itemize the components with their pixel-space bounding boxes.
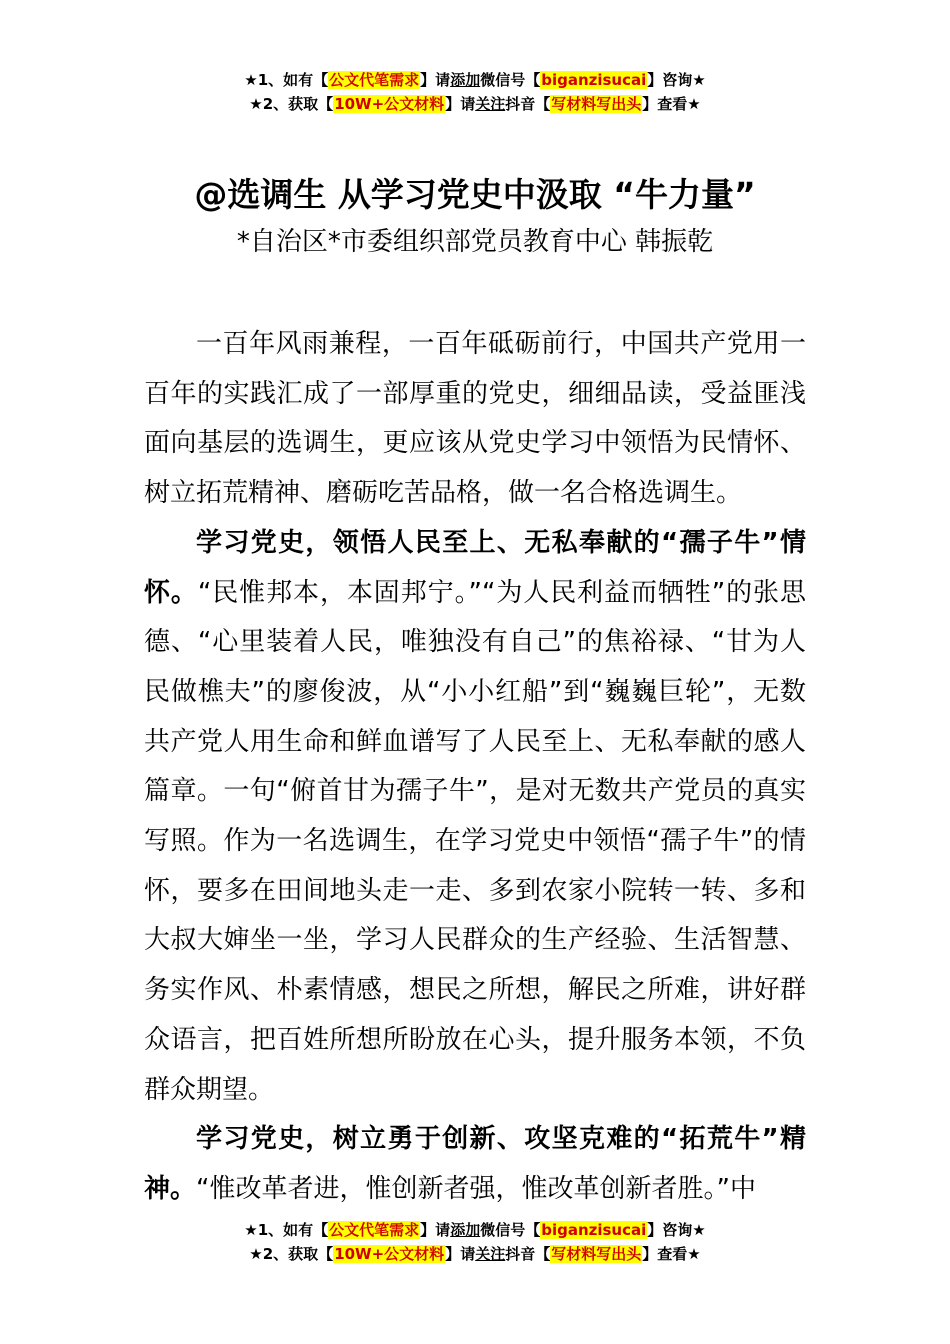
banner-text: 】查看★	[642, 95, 701, 113]
banner-highlight: 公文代笔需求	[329, 71, 420, 89]
banner-text: 】查看★	[642, 1245, 701, 1263]
banner-text: 】请	[445, 95, 476, 113]
header-banner	[0, 68, 950, 116]
banner-text: 微信号【	[480, 1221, 541, 1239]
paragraph-ruzi-niu	[144, 519, 806, 1115]
banner-highlight: 写材料写出头	[551, 95, 642, 113]
banner-text: 】请	[420, 1221, 451, 1239]
banner-text: 】请	[420, 71, 451, 89]
paragraph-intro	[144, 320, 806, 519]
banner-underline: 关注	[475, 1245, 506, 1263]
paragraph-lead: 学习党史，树立勇于创新、攻坚克难的“拓荒牛”精神。	[144, 1124, 806, 1204]
banner-highlight: biganzisucai	[541, 71, 647, 89]
banner-line-1	[0, 68, 950, 92]
document-title: @选调生 从学习党史中汲取 “牛力量”	[194, 175, 756, 214]
document-author: *自治区*市委组织部党员教育中心 韩振乾	[236, 227, 714, 257]
banner-line-1	[0, 1218, 950, 1242]
banner-text: ★1、如有【	[244, 71, 329, 89]
banner-highlight: 10W+公文材料	[334, 1245, 445, 1263]
banner-highlight: 公文代笔需求	[329, 1221, 420, 1239]
paragraph-lead: 学习党史，领悟人民至上、无私奉献的“孺子牛”情怀。	[144, 527, 806, 608]
banner-text: 抖音【	[505, 1245, 551, 1263]
banner-highlight: 10W+公文材料	[334, 95, 445, 113]
banner-text: ★2、获取【	[249, 95, 334, 113]
banner-underline: 添加	[450, 71, 481, 89]
footer-banner	[0, 1218, 950, 1266]
banner-text: ★1、如有【	[244, 1221, 329, 1239]
banner-text: ★2、获取【	[249, 1245, 334, 1263]
banner-line-2	[0, 92, 950, 116]
paragraph-tuohuang-niu	[144, 1115, 806, 1214]
banner-text: 】咨询★	[647, 71, 706, 89]
banner-line-2	[0, 1242, 950, 1266]
paragraph-text: 一百年风雨兼程，一百年砥砺前行，中国共产党用一百年的实践汇成了一部厚重的党史，细细品读，受益匪浅面向基层的选调生，更应该从党史学习中领悟为民情怀、树立拓荒精神、磨砺吃苦品格，做一名合格选调生。	[144, 329, 806, 509]
banner-text: 】请	[445, 1245, 476, 1263]
banner-highlight: 写材料写出头	[551, 1245, 642, 1263]
banner-text: 抖音【	[505, 95, 551, 113]
banner-highlight: biganzisucai	[541, 1221, 647, 1239]
document-body	[144, 320, 806, 1215]
paragraph-text: “惟改革者进，惟创新者强，惟改革创新者胜。”中	[196, 1173, 756, 1204]
banner-text: 微信号【	[480, 71, 541, 89]
paragraph-text: “民惟邦本，本固邦宁。”“为人民利益而牺牲”的张思德、“心里装着人民，唯独没有自己”的焦裕禄、“甘为人民做樵夫”的廖俊波，从“小小红船”到“巍巍巨轮”，无数共产党人用生命和鲜血谱写了人民至上、无私奉献的感人篇章。一句“俯首甘为孺子牛”，是对无数共产党员的真实写照。作为一名选调生，在学习党史中领悟“孺子牛”的情怀，要多在田间地头走一走、多到农家小院转一转、多和大叔大婶坐一坐，学习人民群众的生产经验、生活智慧、务实作风、朴素情感，想民之所想，解民之所难，讲好群众语言，把百姓所想所盼放在心头，提升服务本领，不负群众期望。	[144, 577, 806, 1105]
banner-underline: 关注	[475, 95, 506, 113]
banner-text: 】咨询★	[647, 1221, 706, 1239]
banner-underline: 添加	[450, 1221, 481, 1239]
